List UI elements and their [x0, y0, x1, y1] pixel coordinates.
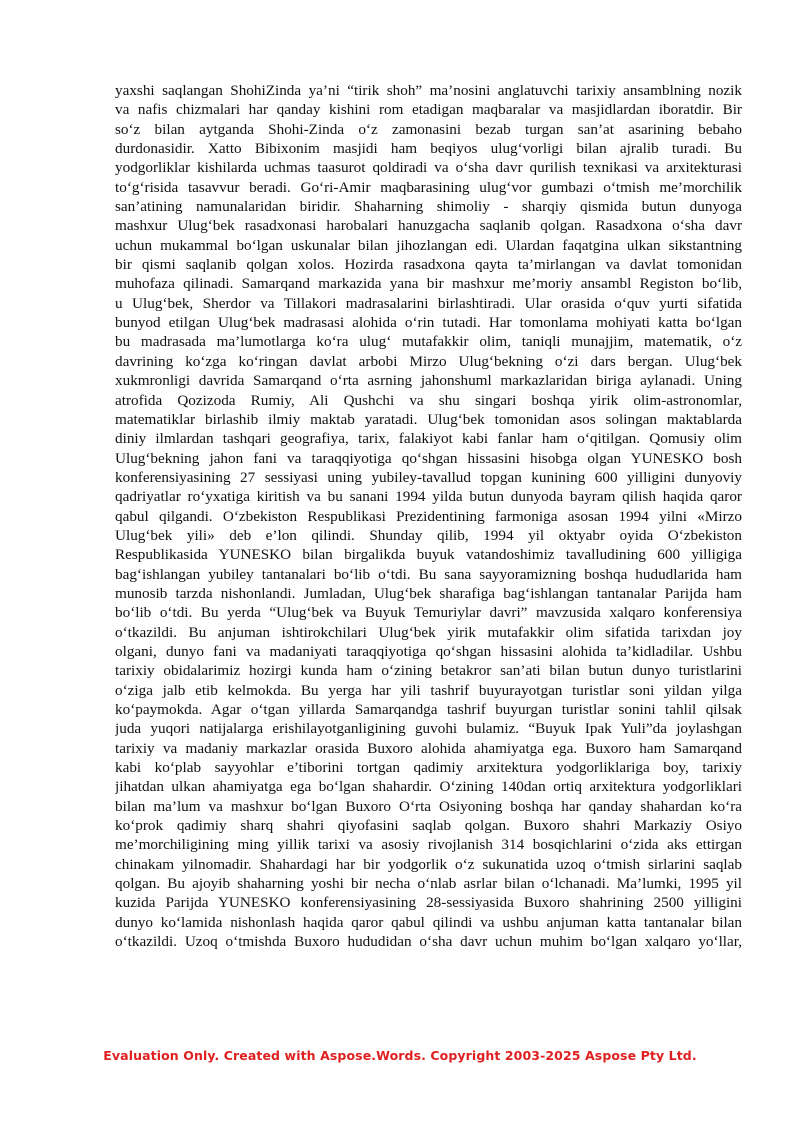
body-paragraph [115, 81, 742, 951]
text-line: yaxshi saqlangan ShohiZinda ya’ni “tirik shoh” ma’nosini anglatuvchi tarixiy ansamblning nozik [115, 82, 742, 99]
text-line: dunyo ko‘lamida nishonlash haqida qaror qabul qilindi va ushbu anjuman katta tantanalar bilan [115, 913, 742, 931]
text-line: yodgorliklar kishilarda uchmas taasurot qoldiradi va o‘sha davr qurilish texnikasi va arxitekturasi [115, 159, 742, 177]
text-line: juda yuqori natijalarga erishilayotganligining guvohi bulamiz. “Buyuk Ipak Yuli”da joylashgan [115, 720, 742, 738]
text-line: tarixiy va madaniy markazlar orasida Buxoro alohida ahamiyatga ega. Buxoro ham Samarqand [115, 739, 742, 757]
text-line: davrining ko‘zga ko‘ringan davlat arbobi Mirzo Ulug‘bekning o‘zi dars bergan. Ulug‘bek [115, 352, 742, 370]
text-line: Respublikasida YUNESKO bilan birgalikda buyuk vatandoshimiz tavalludining 600 yilligiga [115, 546, 742, 564]
text-line: tarixiy obidalarimiz hozirgi kunda ham o‘zining betakror san’ati bilan butun dunyo turistlarini [115, 662, 742, 680]
text-line: Ulug‘bekning jahon fani va taraqqiyotiga qo‘shgan hissasini hisobga olgan YUNESKO bosh [115, 449, 742, 467]
text-line: o‘tkazildi. Uzoq o‘tmishda Buxoro hududidan o‘sha davr uchun muhim bo‘lgan xalqaro yo‘llar, [115, 933, 742, 951]
text-line: qadriyatlar ro‘yxatiga kiritish va bu sanani 1994 yilda butun dunyoda bayram qilish haqida qaror [115, 488, 742, 506]
text-line: munosib tarzda nishonlandi. Jumladan, Ulug‘bek sharafiga bag‘ishlangan tantanalar Parijda ham [115, 584, 742, 602]
text-line: ko‘prok qadimiy sharq shahri qiyofasini saqlab qolgan. Buxoro shahri Markaziy Osiyo [115, 817, 742, 835]
text-line: xukmronligi davrida Samarqand o‘rta asrning jahonshuml markazlaridan biriga aylanadi. Uning [115, 372, 742, 390]
text-line: diniy ilmlardan tashqari geografiya, tarix, falakiyot kabi fanlar ham o‘qitilgan. Qomusiy olim [115, 430, 742, 448]
text-line: bilan ma’lum va mashxur bo‘lgan Buxoro O‘rta Osiyoning boshqa har qanday shahardan ko‘ra [115, 797, 742, 815]
text-line: qabul qilgandi. O‘zbekiston Respublikasi Prezidentining farmoniga asosan 1994 yilni «Mirzo [115, 507, 742, 525]
text-line: ko‘paymokda. Agar o‘tgan yillarda Samarqandga tashrif buyurgan turistlar sonini tahlil qilsak [115, 701, 742, 718]
evaluation-footer: Evaluation Only. Created with Aspose.Words. Copyright 2003-2025 Aspose Pty Ltd. [103, 1048, 697, 1063]
text-line: qolgan. Bu ajoyib shaharning yoshi bir necha o‘nlab asrlar bilan o‘lchanadi. Ma’lumki, 1995 yil [115, 875, 742, 893]
text-line: chinakam yilnomadir. Shahardagi har bir yodgorlik o‘z sukunatida uzoq o‘tmish sirlarini saqlab [115, 855, 742, 873]
text-line: konferensiyasining 27 sessiyasi uning yubiley-tavallud topgan kunining 600 yilligini dunyoviy [115, 468, 742, 486]
text-line: jihatdan ulkan ahamiyatga ega bo‘lgan shahardir. O‘zining 140dan ortiq arxitektura yodgorliklari [115, 778, 742, 796]
text-line: bir qismi saqlanib qolgan xolos. Hozirda rasadxona qayta ta’mirlangan va davlat tomonidan [115, 256, 742, 274]
text-line: to‘g‘risida tasavvur beradi. Go‘ri-Amir maqbarasining ulug‘vor gumbazi o‘tmish me’morchilik [115, 178, 742, 196]
text-line: u Ulug‘bek, Sherdor va Tillakori madrasalarini birlashtiradi. Ular orasida o‘quv yurti sifatida [115, 294, 742, 312]
text-line: o‘ziga jalb etib kelmokda. Bu yerga har yili tashrif buyurayotgan turistlar soni yildan yilga [115, 681, 742, 699]
text-line: bu madrasada ma’lumotlarga ko‘ra ulug‘ mutafakkir olim, taniqli munajjim, matematik, o‘z [115, 333, 742, 351]
text-line: Ulug‘bek yili» deb e’lon qilindi. Shunday qilib, 1994 yil oktyabr oyida O‘zbekiston [115, 526, 742, 544]
text-line: bunyod etilgan Ulug‘bek madrasasi alohida o‘rin tutadi. Har tomonlama mohiyati katta bo‘lgan [115, 314, 742, 332]
text-line: so‘z bilan aytganda Shohi-Zinda o‘z zamonasini bezab turgan san’at asarining bebaho [115, 120, 742, 138]
text-line: durdonasidir. Xatto Bibixonim masjidi ham beqiyos ulug‘vorligi bilan ajralib turadi. Bu [115, 140, 742, 158]
text-line: me’morchiligining ming yillik tarixi va asosiy rivojlanish 314 bosqichlarini o‘zida aks ettirgan [115, 836, 742, 854]
text-line: olgani, dunyo fani va madaniyati taraqqiyotiga qo‘shgan hissasini alohida ta’kidladilar. Ushbu [115, 642, 742, 660]
text-line: mashxur Ulug‘bek rasadxonasi harobalari hanuzgacha saqlanib qolgan. Rasadxona o‘sha davr [115, 217, 742, 235]
text-line: kabi ko‘plab sayyohlar e’tiborini tortgan qadimiy arxitektura yodgorliklariga boy, tarixiy [115, 759, 742, 777]
text-line: va nafis chizmalari har qanday kishini rom etadigan maqbaralar va masjidlardan iboratdir. Bir [115, 101, 742, 119]
text-line: o‘tkazildi. Bu anjuman ishtirokchilari Ulug‘bek yirik mutafakkir olim sifatida tarixdan joy [115, 623, 742, 641]
text-line: uchun mukammal bo‘lgan uskunalar bilan jihozlangan edi. Ulardan faqatgina ulkan sikstantning [115, 236, 742, 254]
text-line: bo‘lib o‘tdi. Bu yerda “Ulug‘bek va Buyuk Temuriylar davri” mavzusida xalqaro konferensiya [115, 604, 742, 622]
text-line: bag‘ishlangan yubiley tantanalari bo‘lib o‘tdi. Bu sana sayyoramizning boshqa hududlarida ham [115, 565, 742, 583]
text-line: muhofaza qilinadi. Samarqand markazida yana bir mashxur me’moriy ansambl Registon bo‘lib, [115, 275, 742, 293]
text-line: atrofida Qozizoda Rumiy, Ali Qushchi va shu singari boshqa yirik olim-astronomlar, [115, 391, 742, 409]
text-line: matematiklar birlashib ilmiy maktab yaratadi. Ulug‘bek tomonidan asos solingan maktablarda [115, 410, 742, 428]
text-line: san’atining namunalaridan biridir. Shaharning shimoliy - sharqiy qismida butun dunyoga [115, 198, 742, 216]
text-line: kuzida Parijda YUNESKO konferensiyasining 28-sessiyasida Buxoro shahrining 2500 yilligini [115, 894, 742, 912]
